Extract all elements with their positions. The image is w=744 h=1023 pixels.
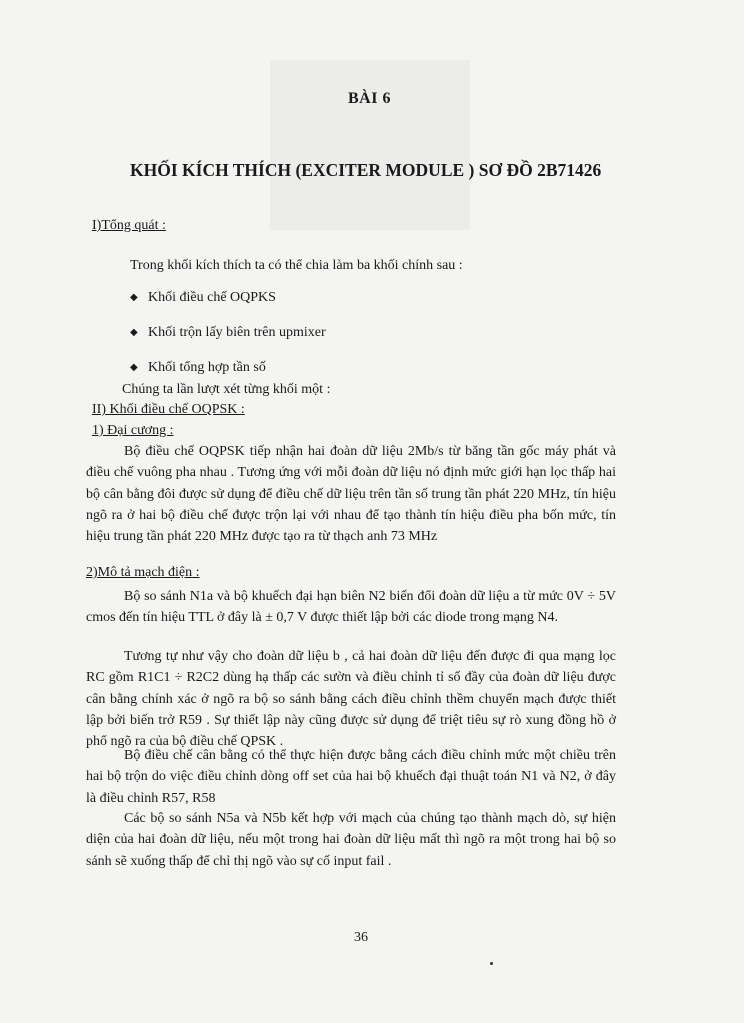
diamond-bullet-icon: ◆ [130, 292, 138, 303]
page-number: 36 [354, 930, 368, 945]
subsection-heading-circuit: 2)Mô tả mạch điện : [86, 565, 200, 580]
paragraph-overview: Bộ điều chế OQPSK tiếp nhận hai đoàn dữ liệu 2Mb/s từ băng tần gốc máy phát và điều chế vuông pha nhau . Tương ứng với mỗi đoàn dữ liệu nó định mức giới hạn lọc thấp hai bộ cân bằng đôi được sử dụng để điều chế dữ liệu trên tần số trung tần phát 220 MHz, tín hiệu ngõ ra ở hai bộ điều chế được trộn lại với nhau để tạo thành tín hiệu điều pha bốn mức, tín hiệu trung tần phát 220 MHz được tạo ra từ thạch anh 73 MHz [86, 444, 616, 545]
scan-bleed-through [270, 60, 470, 230]
list-item [130, 360, 266, 376]
paragraph-balanced-modulator: Bộ điều chế cân bằng có thể thực hiện được bằng cách điều chỉnh mức một chiều trên hai bộ trộn do việc điều chỉnh dòng off set của hai bộ khuếch đại thuật toán N1 và N2, ở đây là điều chỉnh R57, R58 [86, 748, 616, 806]
list-item-label: Khối điều chế OQPKS [148, 290, 276, 305]
diamond-bullet-icon: ◆ [130, 362, 138, 373]
page-title: KHỐI KÍCH THÍCH (EXCITER MODULE ) SƠ ĐỒ 2B71426 [130, 160, 602, 180]
diamond-bullet-icon: ◆ [130, 327, 138, 338]
paragraph-rc-filter: Tương tự như vậy cho đoàn dữ liệu b , cả hai đoàn dữ liệu đến được đi qua mạng lọc RC gồm R1C1 ÷ R2C2 dùng hạ thấp các sườn và điều chỉnh tỉ số đầy của đoàn dữ liệu được cân bằng chính xác ở ngõ ra bộ so sánh bằng cách điều chỉnh thềm chuyển mạch được thiết lập bởi biến trở R59 . Sự thiết lập này cũng được sử dụng để triệt tiêu sự rò xung đồng hồ ở phổ ngõ ra của bộ điều chế QPSK . [86, 649, 616, 750]
list-item [130, 325, 326, 341]
scan-speck [490, 962, 493, 965]
list-item-label: Khối tổng hợp tần số [148, 360, 266, 375]
list-item [130, 290, 276, 306]
lesson-number: BÀI 6 [348, 90, 391, 107]
section-heading-general: I)Tổng quát : [92, 218, 166, 233]
intro-text: Trong khối kích thích ta có thể chia làm ba khối chính sau : [130, 258, 463, 273]
paragraph-detector: Các bộ so sánh N5a và N5b kết hợp với mạch của chúng tạo thành mạch dò, sự hiện diện của hai đoàn dữ liệu, nếu một trong hai đoàn dữ liệu mất thì ngõ ra một trong hai bộ so sánh sẽ xuống thấp để chỉ thị ngõ vào sự cố input fail . [86, 811, 616, 869]
list-item-label: Khối trộn lấy biên trên upmixer [148, 325, 326, 340]
subsection-heading-overview: 1) Đại cương : [92, 423, 174, 438]
section-heading-modulator: II) Khối điều chế OQPSK : [92, 402, 245, 417]
followup-text: Chúng ta lần lượt xét từng khối một : [122, 382, 331, 397]
paragraph-comparator: Bộ so sánh N1a và bộ khuếch đại hạn biên N2 biến đổi đoàn dữ liệu a từ mức 0V ÷ 5V cmos đến tín hiệu TTL ở đây là ± 0,7 V được thiết lập bởi các diode trong mạng N4. [86, 589, 616, 626]
